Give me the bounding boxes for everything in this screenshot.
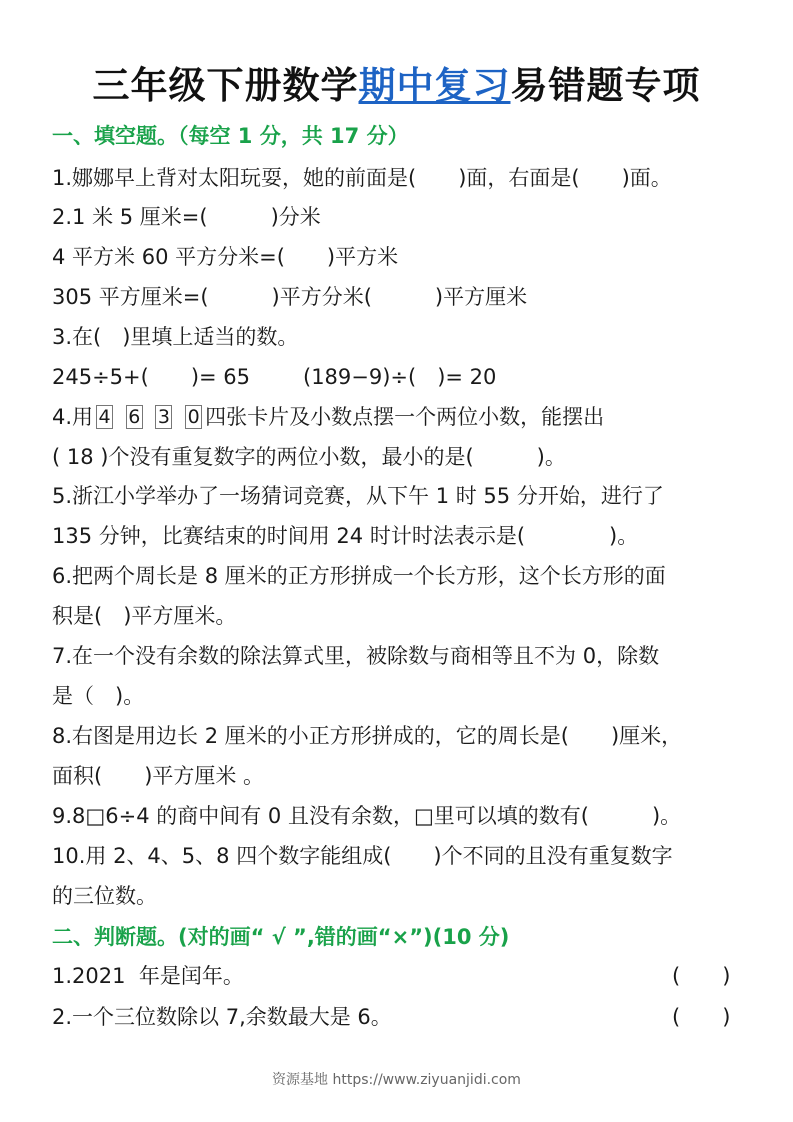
question-3b: (189−9)÷( )= 20 [303, 365, 497, 389]
digit-card: 0 [185, 405, 202, 429]
question-6a: 6.把两个周长是 8 厘米的正方形拼成一个长方形，这个长方形的面 [52, 564, 666, 588]
digit-card: 3 [155, 405, 172, 429]
question-9: 9.8□6÷4 的商中间有 0 且没有余数，□里可以填的数有( )。 [52, 804, 682, 828]
title-part1: 三年级下册数学 [92, 64, 359, 107]
question-7a: 7.在一个没有余数的除法算式里，被除数与商相等且不为 0，除数 [52, 644, 660, 668]
question-3a: 245÷5+( )= 65 [52, 365, 251, 389]
question-2b: 4 平方米 60 平方分米=( )平方米 [52, 245, 399, 269]
question-5a: 5.浙江小学举办了一场猜词竞赛，从下午 1 时 55 分开始，进行了 [52, 484, 664, 508]
question-4-line1 [52, 403, 604, 431]
question-2c: 305 平方厘米=( )平方分米( )平方厘米 [52, 285, 528, 309]
digit-card: 4 [96, 405, 113, 429]
title-part2: 易错题专项 [510, 64, 701, 107]
title-highlight: 期中复习 [358, 64, 511, 107]
question-1: 1.娜娜早上背对太阳玩耍，她的前面是( )面，右面是( )面。 [52, 166, 672, 190]
question-6b: 积是( )平方厘米。 [52, 604, 237, 628]
q4-prefix: 4.用 [52, 405, 94, 429]
question-7b: 是（ )。 [52, 684, 145, 708]
question-4-line2: ( 18 )个没有重复数字的两位小数，最小的是( )。 [52, 445, 566, 469]
page-title [0, 55, 793, 109]
footer-watermark: 资源基地 https://www.ziyuanjidi.com [272, 1072, 521, 1088]
question-2a: 2.1 米 5 厘米=( )分米 [52, 205, 321, 229]
question-5b: 135 分钟，比赛结束的时间用 24 时计时法表示是( )。 [52, 524, 639, 548]
section2-heading: 二、判断题。(对的画“ √ ”,错的画“×”)(10 分) [52, 925, 510, 949]
section1-heading: 一、填空题。（每空 1 分，共 17 分） [52, 124, 409, 148]
question-10b: 的三位数。 [52, 884, 157, 908]
judge-2-text: 2.一个三位数除以 7,余数最大是 6。 [52, 1005, 392, 1029]
question-8a: 8.右图是用边长 2 厘米的小正方形拼成的，它的周长是( )厘米， [52, 724, 683, 748]
question-10a: 10.用 2、4、5、8 四个数字能组成( )个不同的且没有重复数字 [52, 844, 673, 868]
question-3: 3.在( )里填上适当的数。 [52, 325, 299, 349]
question-8b: 面积( )平方厘米 。 [52, 764, 265, 788]
digit-card: 6 [126, 405, 143, 429]
judge-2-bracket: ( ) [672, 1005, 731, 1029]
judge-1-bracket: ( ) [672, 964, 731, 988]
judge-1-text: 1.2021 年是闰年。 [52, 964, 244, 988]
q4-suffix: 四张卡片及小数点摆一个两位小数，能摆出 [205, 405, 605, 429]
